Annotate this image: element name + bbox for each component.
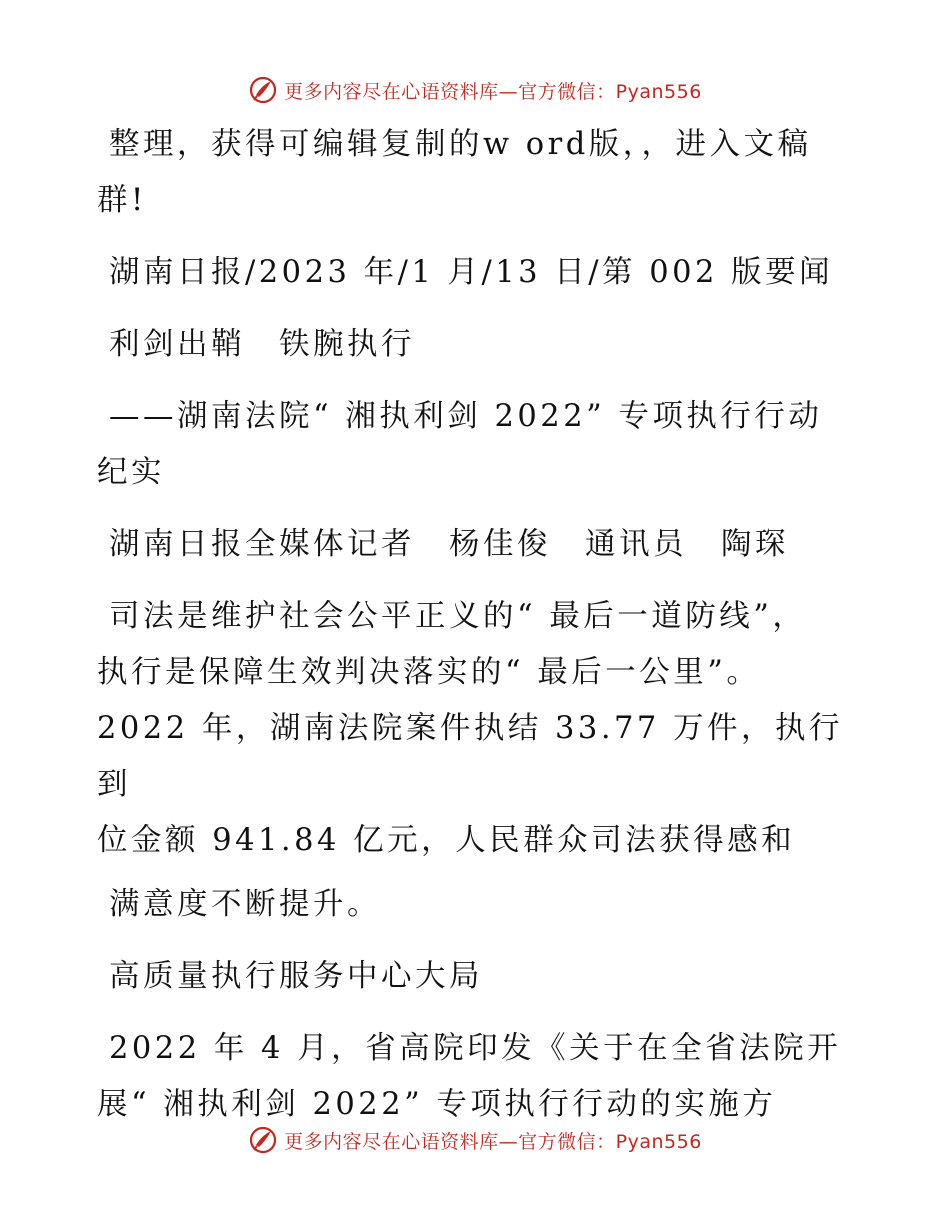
watermark-contact: 官方微信：Pyan556 [518,1130,702,1153]
watermark-contact: 官方微信：Pyan556 [518,80,702,103]
document-body [97,117,857,1149]
watermark-brand: 更多内容尽在心语资料库 [284,1130,499,1153]
watermark-dash: — [498,80,519,103]
subtitle-line-2: 纪实 [97,455,165,490]
body-paragraph-1-continued: 满意度不断提升。 [109,887,381,922]
quill-seal-icon [248,1125,278,1155]
body1-line-1: 司法是维护社会公平正义的“ 最后一道防线”， [109,599,807,634]
intro-paragraph [97,117,857,229]
article-subtitle [97,389,857,501]
intro-line-2: 群! [97,183,147,218]
body-paragraph-2 [97,1021,857,1133]
byline: 湖南日报全媒体记者 杨佳俊 通讯员 陶琛 [109,527,789,562]
body2-line-2: 展“ 湘执利剑 2022” 专项执行行动的实施方 [97,1087,777,1122]
header-watermark [0,70,950,110]
watermark-text [284,1127,702,1154]
body1-line-3: 2022 年，湖南法院案件执结 33.77 万件，执行到 [97,711,844,802]
watermark-text [284,77,702,104]
source-line: 湖南日报/2023 年/1 月/13 日/第 002 版要闻 [109,255,834,290]
subtitle-line-1: ——湖南法院“ 湘执利剑 2022” 专项执行行动 [109,399,823,434]
body1-line-4: 位金额 941.84 亿元，人民群众司法获得感和 [97,823,796,858]
intro-line-1: 整理，获得可编辑复制的w ord版，，进入文稿 [109,127,812,162]
footer-watermark [0,1120,950,1160]
quill-seal-icon [248,75,278,105]
body1-line-2: 执行是保障生效判决落实的“ 最后一公里”。 [97,655,761,690]
watermark-dash: — [498,1130,519,1153]
article-headline: 利剑出鞘 铁腕执行 [109,327,415,362]
watermark-brand: 更多内容尽在心语资料库 [284,80,499,103]
body-paragraph-1 [97,589,857,869]
section-heading: 高质量执行服务中心大局 [109,959,483,994]
body2-line-1: 2022 年 4 月，省高院印发《关于在全省法院开 [109,1031,842,1066]
